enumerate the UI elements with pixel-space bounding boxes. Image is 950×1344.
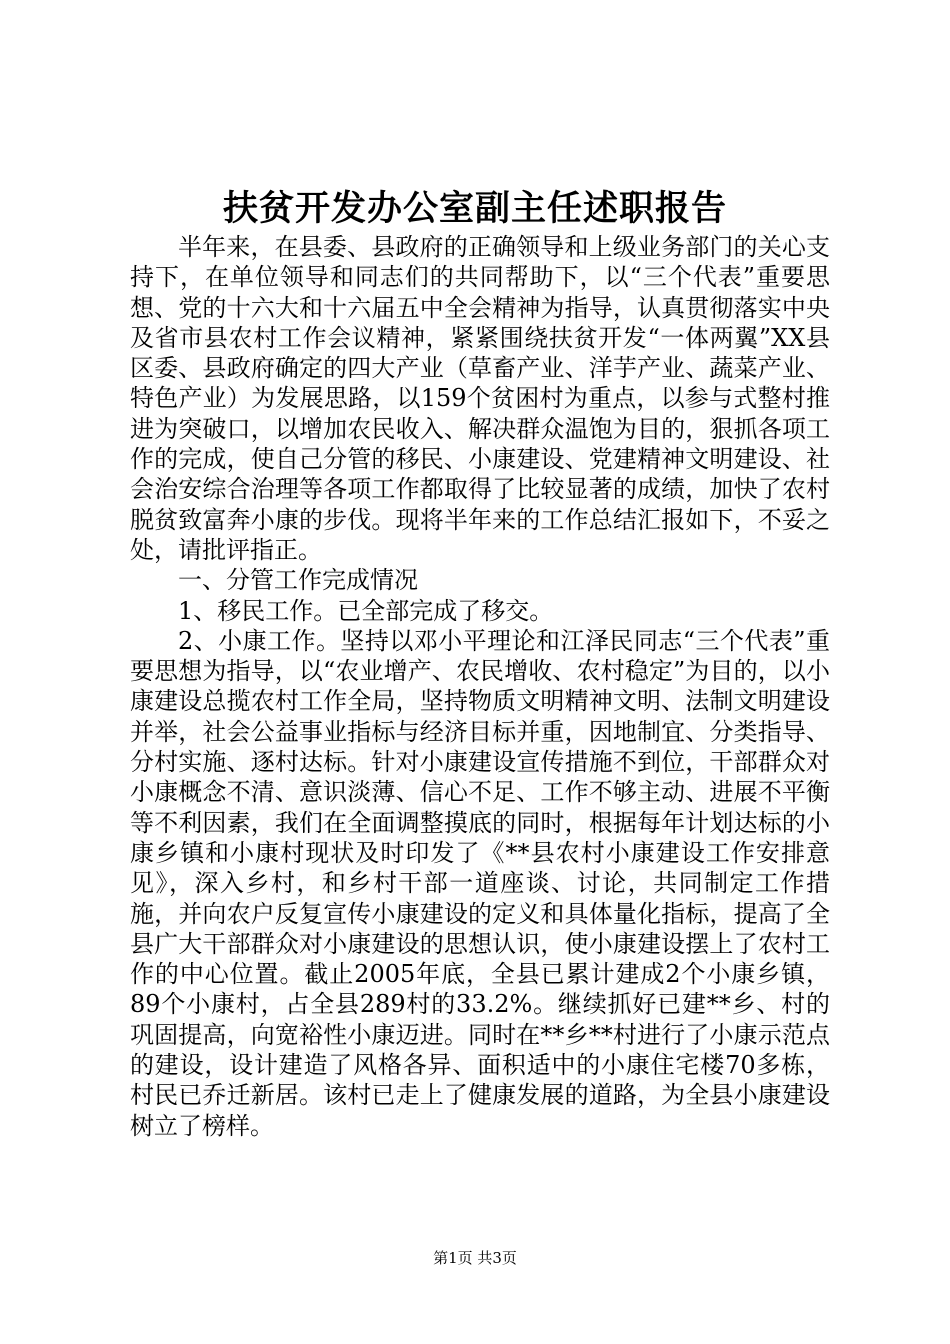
section-heading: 一、分管工作完成情况 xyxy=(178,566,418,595)
document-title: 扶贫开发办公室副主任述职报告 xyxy=(222,188,727,229)
paragraph-xiaokang: 2、小康工作。坚持以邓小平理论和江泽民同志“三个代表”重要思想为指导，以“农业增产、农民增收、农村稳定”为目的，以小康建设总揽农村工作全局，坚持物质文明精神文明、法制文明建设并举，社会公益事业指标与经济目标并重，因地制宜、分类指导、分村实施、逐村达标。针对小康建设宣传措施不到位，干部群众对小康概念不清、意识淡薄、信心不足、工作不够主动、进展不平衡等不利因素，我们在全面调整摸底的同时，根据每年计划达标的小康乡镇和小康村现状及时印发了《**县农村小康建设工作安排意见》，深入乡村，和乡村干部一道座谈、讨论，共同制定工作措施，并向农户反复宣传小康建设的定义和具体量化指标，提高了全县广大干部群众对小康建设的思想认识，使小康建设摆上了农村工作的中心位置。截止2005年底，全县已累计建成2个小康乡镇，89个小康村，占全县289村的33.2%。继续抓好已建**乡、村的巩固提高，向宽裕性小康迈进。同时在**乡**村进行了小康示范点的建设，设计建造了风格各异、面积适中的小康住宅楼70多栋，村民已乔迁新居。该村已走上了健康发展的道路，为全县小康建设树立了榜样。 xyxy=(130,626,830,1140)
document-body xyxy=(130,232,830,1141)
page-footer: 第1页 共3页 xyxy=(433,1249,517,1267)
paragraph-migration: 1、移民工作。已全部完成了移交。 xyxy=(178,596,554,625)
paragraph-intro: 半年来，在县委、县政府的正确领导和上级业务部门的关心支持下，在单位领导和同志们的共同帮助下，以“三个代表”重要思想、党的十六大和十六届五中全会精神为指导，认真贯彻落实中央及省市县农村工作会议精神，紧紧围绕扶贫开发“一体两翼”XX县区委、县政府确定的四大产业（草畜产业、洋芋产业、蔬菜产业、特色产业）为发展思路，以159个贫困村为重点，以参与式整村推进为突破口，以增加农民收入、解决群众温饱为目的，狠抓各项工作的完成，使自己分管的移民、小康建设、党建精神文明建设、社会治安综合治理等各项工作都取得了比较显著的成绩，加快了农村脱贫致富奔小康的步伐。现将半年来的工作总结汇报如下，不妥之处，请批评指正。 xyxy=(130,233,830,564)
